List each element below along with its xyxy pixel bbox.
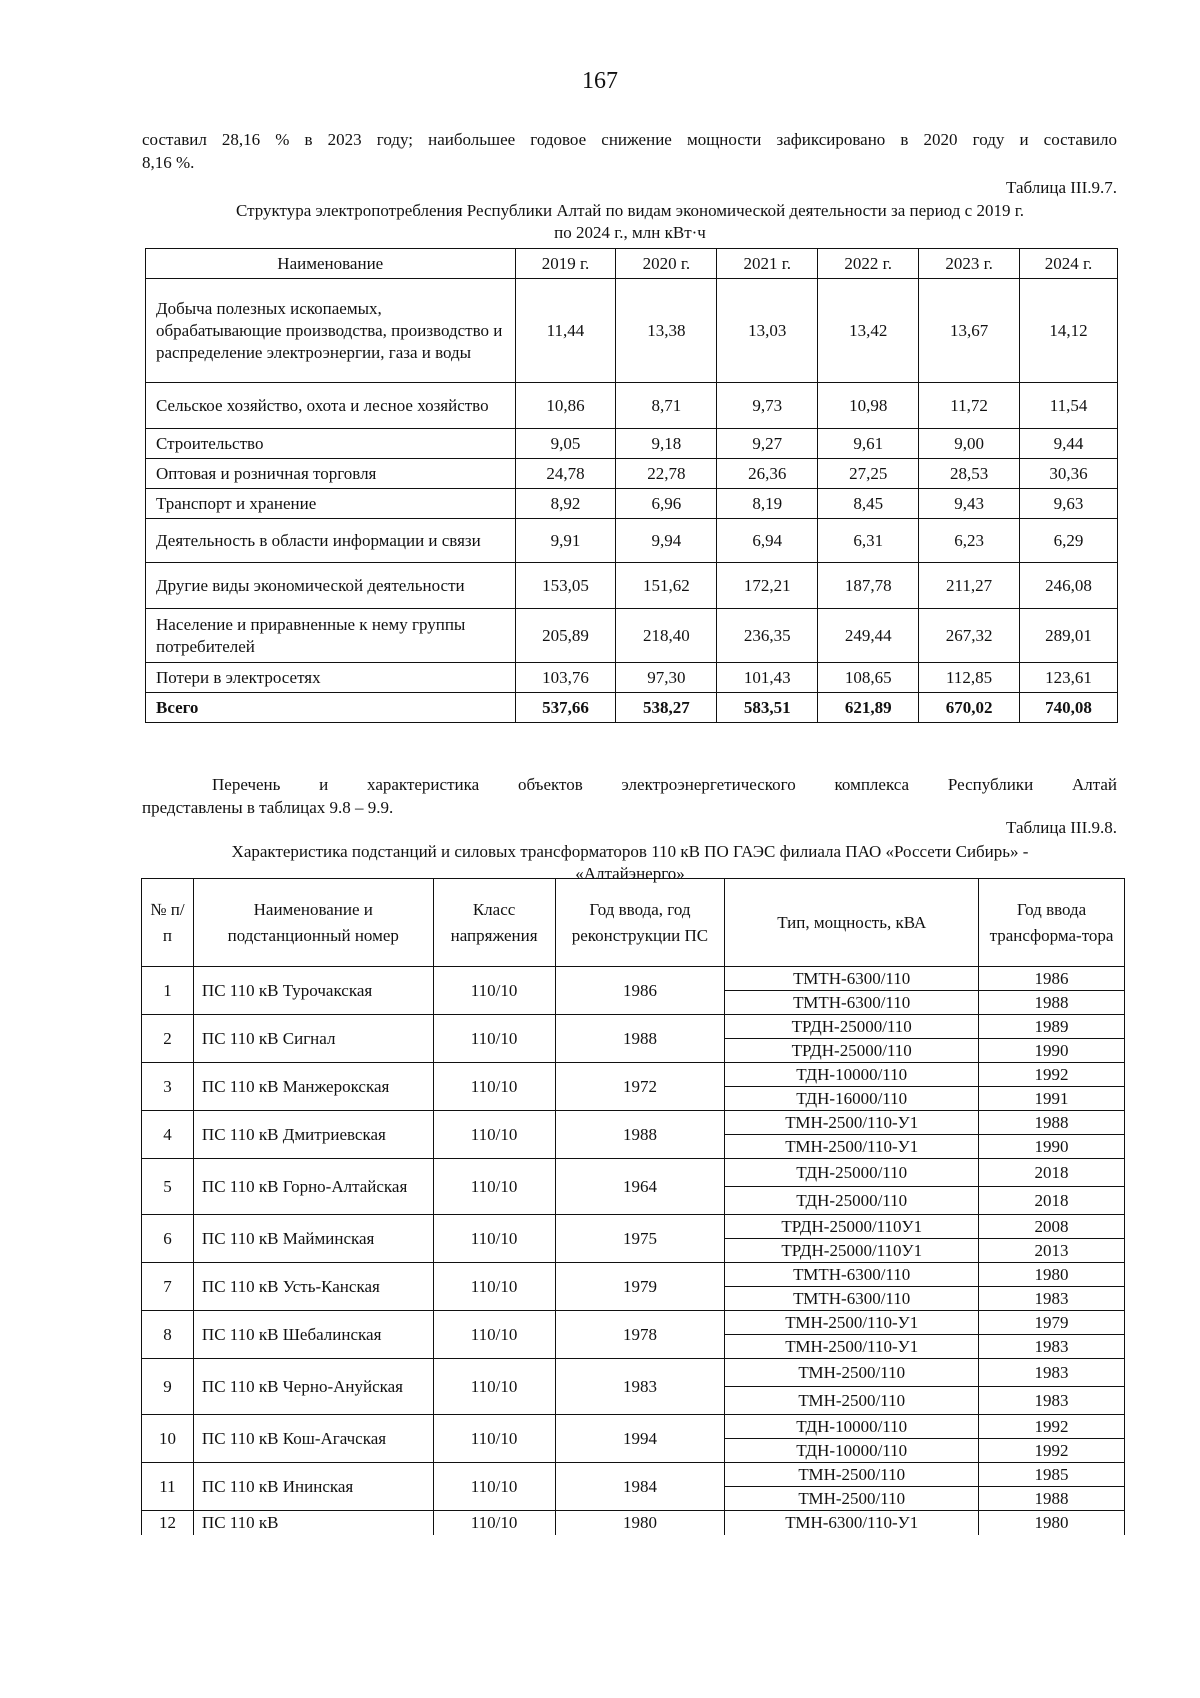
transformer-year: 2008 [979, 1215, 1125, 1239]
table1-value-cell: 22,78 [616, 459, 717, 489]
transformer-year: 1992 [979, 1439, 1125, 1463]
table1-value-cell: 9,27 [717, 429, 818, 459]
transformer-type: ТМН-2500/110 [725, 1359, 979, 1387]
transformer-type: ТМТН-6300/110 [725, 1287, 979, 1311]
voltage-class: 110/10 [433, 1159, 555, 1215]
table1-label: Таблица III.9.7. [1006, 178, 1117, 197]
table1-value-cell: 9,61 [818, 429, 919, 459]
table1-row [146, 489, 1118, 519]
table1-header-cell: 2022 г. [818, 249, 919, 279]
voltage-class: 110/10 [433, 1359, 555, 1415]
substation-name: ПС 110 кВ Дмитриевская [193, 1111, 433, 1159]
transformer-year: 1983 [979, 1287, 1125, 1311]
substation-name: ПС 110 кВ Горно-Алтайская [193, 1159, 433, 1215]
table1-header-cell: 2021 г. [717, 249, 818, 279]
table1-value-cell: 9,91 [515, 519, 616, 563]
table2-header-cell: Год ввода трансформа-тора [979, 879, 1125, 967]
middle-line-1: Перечень и характеристика объектов электроэнергетического комплекса Республики Алтай [212, 775, 1117, 794]
transformer-year: 1988 [979, 1487, 1125, 1511]
table1-value-cell: 8,45 [818, 489, 919, 519]
table1-value-cell: 103,76 [515, 663, 616, 693]
substation-name: ПС 110 кВ Кош-Агачская [193, 1415, 433, 1463]
transformer-type: ТМН-2500/110 [725, 1463, 979, 1487]
table1-value-cell: 26,36 [717, 459, 818, 489]
substation-number: 2 [142, 1015, 194, 1063]
table1-value-cell: 670,02 [919, 693, 1020, 723]
table1-row [146, 519, 1118, 563]
table2-row [142, 1463, 1125, 1487]
table1-value-cell: 9,63 [1020, 489, 1118, 519]
table2-row [142, 1063, 1125, 1087]
table1-header-cell: 2020 г. [616, 249, 717, 279]
table1-value-cell: 211,27 [919, 563, 1020, 609]
table2-row [142, 967, 1125, 991]
page-number: 167 [582, 68, 618, 94]
table1-row [146, 663, 1118, 693]
substation-name: ПС 110 кВ Сигнал [193, 1015, 433, 1063]
table1-value-cell: 153,05 [515, 563, 616, 609]
table1-row-name: Оптовая и розничная торговля [146, 459, 516, 489]
table1-header-cell: 2019 г. [515, 249, 616, 279]
transformer-type: ТРДН-25000/110У1 [725, 1239, 979, 1263]
substation-name: ПС 110 кВ Ининская [193, 1463, 433, 1511]
table2-row [142, 1263, 1125, 1287]
table1-value-cell: 9,73 [717, 383, 818, 429]
table1-value-cell: 97,30 [616, 663, 717, 693]
transformer-type: ТРДН-25000/110 [725, 1039, 979, 1063]
table1-value-cell: 8,19 [717, 489, 818, 519]
substation-name: ПС 110 кВ Усть-Канская [193, 1263, 433, 1311]
table1-value-cell: 9,00 [919, 429, 1020, 459]
table1-value-cell: 11,72 [919, 383, 1020, 429]
transformer-year: 1990 [979, 1039, 1125, 1063]
voltage-class: 110/10 [433, 1415, 555, 1463]
table1-value-cell: 13,67 [919, 279, 1020, 383]
table1-value-cell: 6,96 [616, 489, 717, 519]
table2-header-cell: № п/п [142, 879, 194, 967]
substation-number: 1 [142, 967, 194, 1015]
transformer-year: 1979 [979, 1311, 1125, 1335]
table1-header-cell: 2023 г. [919, 249, 1020, 279]
substation-number: 5 [142, 1159, 194, 1215]
table1-value-cell: 6,94 [717, 519, 818, 563]
intro-paragraph [142, 128, 1117, 174]
table1-value-cell: 14,12 [1020, 279, 1118, 383]
transformer-year: 1980 [979, 1511, 1125, 1535]
commissioning-year: 1975 [555, 1215, 725, 1263]
substation-name: ПС 110 кВ [193, 1511, 433, 1535]
commissioning-year: 1964 [555, 1159, 725, 1215]
table1-value-cell: 13,42 [818, 279, 919, 383]
substation-number: 8 [142, 1311, 194, 1359]
transformer-year: 1989 [979, 1015, 1125, 1039]
transformer-type: ТДН-10000/110 [725, 1415, 979, 1439]
transformer-type: ТМТН-6300/110 [725, 991, 979, 1015]
table2-row [142, 1159, 1125, 1187]
table1-row [146, 383, 1118, 429]
transformer-type: ТМН-2500/110 [725, 1487, 979, 1511]
table1-value-cell: 6,29 [1020, 519, 1118, 563]
substation-number: 3 [142, 1063, 194, 1111]
transformer-year: 1990 [979, 1135, 1125, 1159]
commissioning-year: 1988 [555, 1015, 725, 1063]
table2-header-cell: Год ввода, год реконструкции ПС [555, 879, 725, 967]
voltage-class: 110/10 [433, 1263, 555, 1311]
table1-value-cell: 10,98 [818, 383, 919, 429]
commissioning-year: 1978 [555, 1311, 725, 1359]
transformer-type: ТДН-25000/110 [725, 1187, 979, 1215]
table1-value-cell: 583,51 [717, 693, 818, 723]
energy-consumption-table [145, 248, 1118, 723]
table1-value-cell: 538,27 [616, 693, 717, 723]
transformer-type: ТМН-2500/110-У1 [725, 1311, 979, 1335]
voltage-class: 110/10 [433, 1111, 555, 1159]
substation-number: 10 [142, 1415, 194, 1463]
table2-row [142, 1511, 1125, 1535]
table1-row-name: Деятельность в области информации и связи [146, 519, 516, 563]
transformer-type: ТМН-2500/110-У1 [725, 1335, 979, 1359]
commissioning-year: 1986 [555, 967, 725, 1015]
transformer-type: ТДН-25000/110 [725, 1159, 979, 1187]
commissioning-year: 1979 [555, 1263, 725, 1311]
transformer-type: ТРДН-25000/110У1 [725, 1215, 979, 1239]
substation-name: ПС 110 кВ Черно-Ануйская [193, 1359, 433, 1415]
table1-row-name: Потери в электросетях [146, 663, 516, 693]
intro-line-2: 8,16 %. [142, 153, 195, 172]
substation-name: ПС 110 кВ Майминская [193, 1215, 433, 1263]
table1-value-cell: 11,44 [515, 279, 616, 383]
transformer-year: 1983 [979, 1359, 1125, 1387]
table1-value-cell: 205,89 [515, 609, 616, 663]
substation-name: ПС 110 кВ Манжерокская [193, 1063, 433, 1111]
transformer-type: ТМН-2500/110 [725, 1387, 979, 1415]
commissioning-year: 1984 [555, 1463, 725, 1511]
commissioning-year: 1988 [555, 1111, 725, 1159]
table1-value-cell: 123,61 [1020, 663, 1118, 693]
table2-header-cell: Тип, мощность, кВА [725, 879, 979, 967]
voltage-class: 110/10 [433, 1015, 555, 1063]
transformer-year: 2018 [979, 1159, 1125, 1187]
table1-value-cell: 101,43 [717, 663, 818, 693]
substation-name: ПС 110 кВ Турочакская [193, 967, 433, 1015]
transformer-year: 1988 [979, 1111, 1125, 1135]
table2-label: Таблица III.9.8. [1006, 818, 1117, 837]
table1-row [146, 279, 1118, 383]
transformer-year: 1980 [979, 1263, 1125, 1287]
transformer-year: 1986 [979, 967, 1125, 991]
table1-row [146, 563, 1118, 609]
transformer-year: 1983 [979, 1335, 1125, 1359]
table1-value-cell: 8,71 [616, 383, 717, 429]
table1-header-row [146, 249, 1118, 279]
table1-row [146, 609, 1118, 663]
transformer-year: 1991 [979, 1087, 1125, 1111]
table1-title-line-2: по 2024 г., млн кВт·ч [554, 223, 706, 242]
table1-value-cell: 9,44 [1020, 429, 1118, 459]
transformer-type: ТМТН-6300/110 [725, 967, 979, 991]
middle-line-2: представлены в таблицах 9.8 – 9.9. [142, 798, 394, 817]
table1-row [146, 459, 1118, 489]
table1-value-cell: 112,85 [919, 663, 1020, 693]
voltage-class: 110/10 [433, 1063, 555, 1111]
table1-value-cell: 218,40 [616, 609, 717, 663]
transformer-type: ТДН-10000/110 [725, 1063, 979, 1087]
table2-header-cell: Класс напряжения [433, 879, 555, 967]
table1-value-cell: 9,18 [616, 429, 717, 459]
table1-value-cell: 10,86 [515, 383, 616, 429]
table1-value-cell: 30,36 [1020, 459, 1118, 489]
table1-value-cell: 9,94 [616, 519, 717, 563]
voltage-class: 110/10 [433, 967, 555, 1015]
table2-row [142, 1311, 1125, 1335]
commissioning-year: 1994 [555, 1415, 725, 1463]
table1-value-cell: 187,78 [818, 563, 919, 609]
table2-title-line-2: «Алтайэнерго» [575, 864, 685, 883]
table1-value-cell: 27,25 [818, 459, 919, 489]
table1-value-cell: 740,08 [1020, 693, 1118, 723]
table1-header-cell: Наименование [146, 249, 516, 279]
table1-value-cell: 8,92 [515, 489, 616, 519]
table2-title-line-1: Характеристика подстанций и силовых трансформаторов 110 кВ ПО ГАЭС филиала ПАО «Россети Сибирь» - [231, 842, 1029, 861]
table1-header-cell: 2024 г. [1020, 249, 1118, 279]
transformer-year: 1988 [979, 991, 1125, 1015]
substation-number: 11 [142, 1463, 194, 1511]
table1-value-cell: 9,43 [919, 489, 1020, 519]
table1-value-cell: 249,44 [818, 609, 919, 663]
substation-name: ПС 110 кВ Шебалинская [193, 1311, 433, 1359]
table1-row-name: Всего [146, 693, 516, 723]
substation-number: 4 [142, 1111, 194, 1159]
substation-number: 9 [142, 1359, 194, 1415]
voltage-class: 110/10 [433, 1463, 555, 1511]
table1-title-line-1: Структура электропотребления Республики Алтай по видам экономической деятельности за период с 2019 г. [235, 201, 1025, 220]
commissioning-year: 1972 [555, 1063, 725, 1111]
table1-value-cell: 108,65 [818, 663, 919, 693]
voltage-class: 110/10 [433, 1311, 555, 1359]
table1-row-name: Транспорт и хранение [146, 489, 516, 519]
table1-value-cell: 537,66 [515, 693, 616, 723]
table1-value-cell: 9,05 [515, 429, 616, 459]
transformer-type: ТМН-2500/110-У1 [725, 1135, 979, 1159]
table1-value-cell: 13,38 [616, 279, 717, 383]
table1-title [140, 200, 1120, 244]
transformer-year: 2018 [979, 1187, 1125, 1215]
transformer-type: ТМТН-6300/110 [725, 1263, 979, 1287]
substation-number: 12 [142, 1511, 194, 1535]
table1-row-name: Строительство [146, 429, 516, 459]
transformer-type: ТРДН-25000/110 [725, 1015, 979, 1039]
table2-row [142, 1015, 1125, 1039]
transformer-type: ТДН-16000/110 [725, 1087, 979, 1111]
table1-value-cell: 267,32 [919, 609, 1020, 663]
commissioning-year: 1980 [555, 1511, 725, 1535]
table2-row [142, 1111, 1125, 1135]
table1-row [146, 693, 1118, 723]
transformer-year: 1983 [979, 1387, 1125, 1415]
table2-row [142, 1415, 1125, 1439]
table1-value-cell: 28,53 [919, 459, 1020, 489]
table1-value-cell: 24,78 [515, 459, 616, 489]
transformer-type: ТМН-6300/110-У1 [725, 1511, 979, 1535]
table1-value-cell: 11,54 [1020, 383, 1118, 429]
substation-number: 7 [142, 1263, 194, 1311]
transformer-year: 2013 [979, 1239, 1125, 1263]
commissioning-year: 1983 [555, 1359, 725, 1415]
table1-row-name: Население и приравненные к нему группы потребителей [146, 609, 516, 663]
transformer-type: ТМН-2500/110-У1 [725, 1111, 979, 1135]
middle-paragraph [142, 773, 1117, 819]
table1-row-name: Другие виды экономической деятельности [146, 563, 516, 609]
table1-value-cell: 289,01 [1020, 609, 1118, 663]
voltage-class: 110/10 [433, 1215, 555, 1263]
table1-value-cell: 236,35 [717, 609, 818, 663]
transformer-type: ТДН-10000/110 [725, 1439, 979, 1463]
intro-line-1: составил 28,16 % в 2023 году; наибольшее годовое снижение мощности зафиксировано в 2020 году и составило [142, 130, 1117, 149]
substations-table [141, 878, 1125, 1535]
transformer-year: 1992 [979, 1063, 1125, 1087]
table2-header-cell: Наименование и подстанционный номер [193, 879, 433, 967]
voltage-class: 110/10 [433, 1511, 555, 1535]
table1-row-name: Сельское хозяйство, охота и лесное хозяйство [146, 383, 516, 429]
table2-row [142, 1359, 1125, 1387]
table1-value-cell: 6,23 [919, 519, 1020, 563]
transformer-year: 1992 [979, 1415, 1125, 1439]
table1-row [146, 429, 1118, 459]
table1-value-cell: 151,62 [616, 563, 717, 609]
table1-value-cell: 246,08 [1020, 563, 1118, 609]
table1-row-name: Добыча полезных ископаемых, обрабатывающие производства, производство и распределение электроэнергии, газа и воды [146, 279, 516, 383]
table1-value-cell: 13,03 [717, 279, 818, 383]
table2-row [142, 1215, 1125, 1239]
table1-value-cell: 172,21 [717, 563, 818, 609]
table1-value-cell: 6,31 [818, 519, 919, 563]
table2-header-row [142, 879, 1125, 967]
transformer-year: 1985 [979, 1463, 1125, 1487]
substation-number: 6 [142, 1215, 194, 1263]
table1-value-cell: 621,89 [818, 693, 919, 723]
